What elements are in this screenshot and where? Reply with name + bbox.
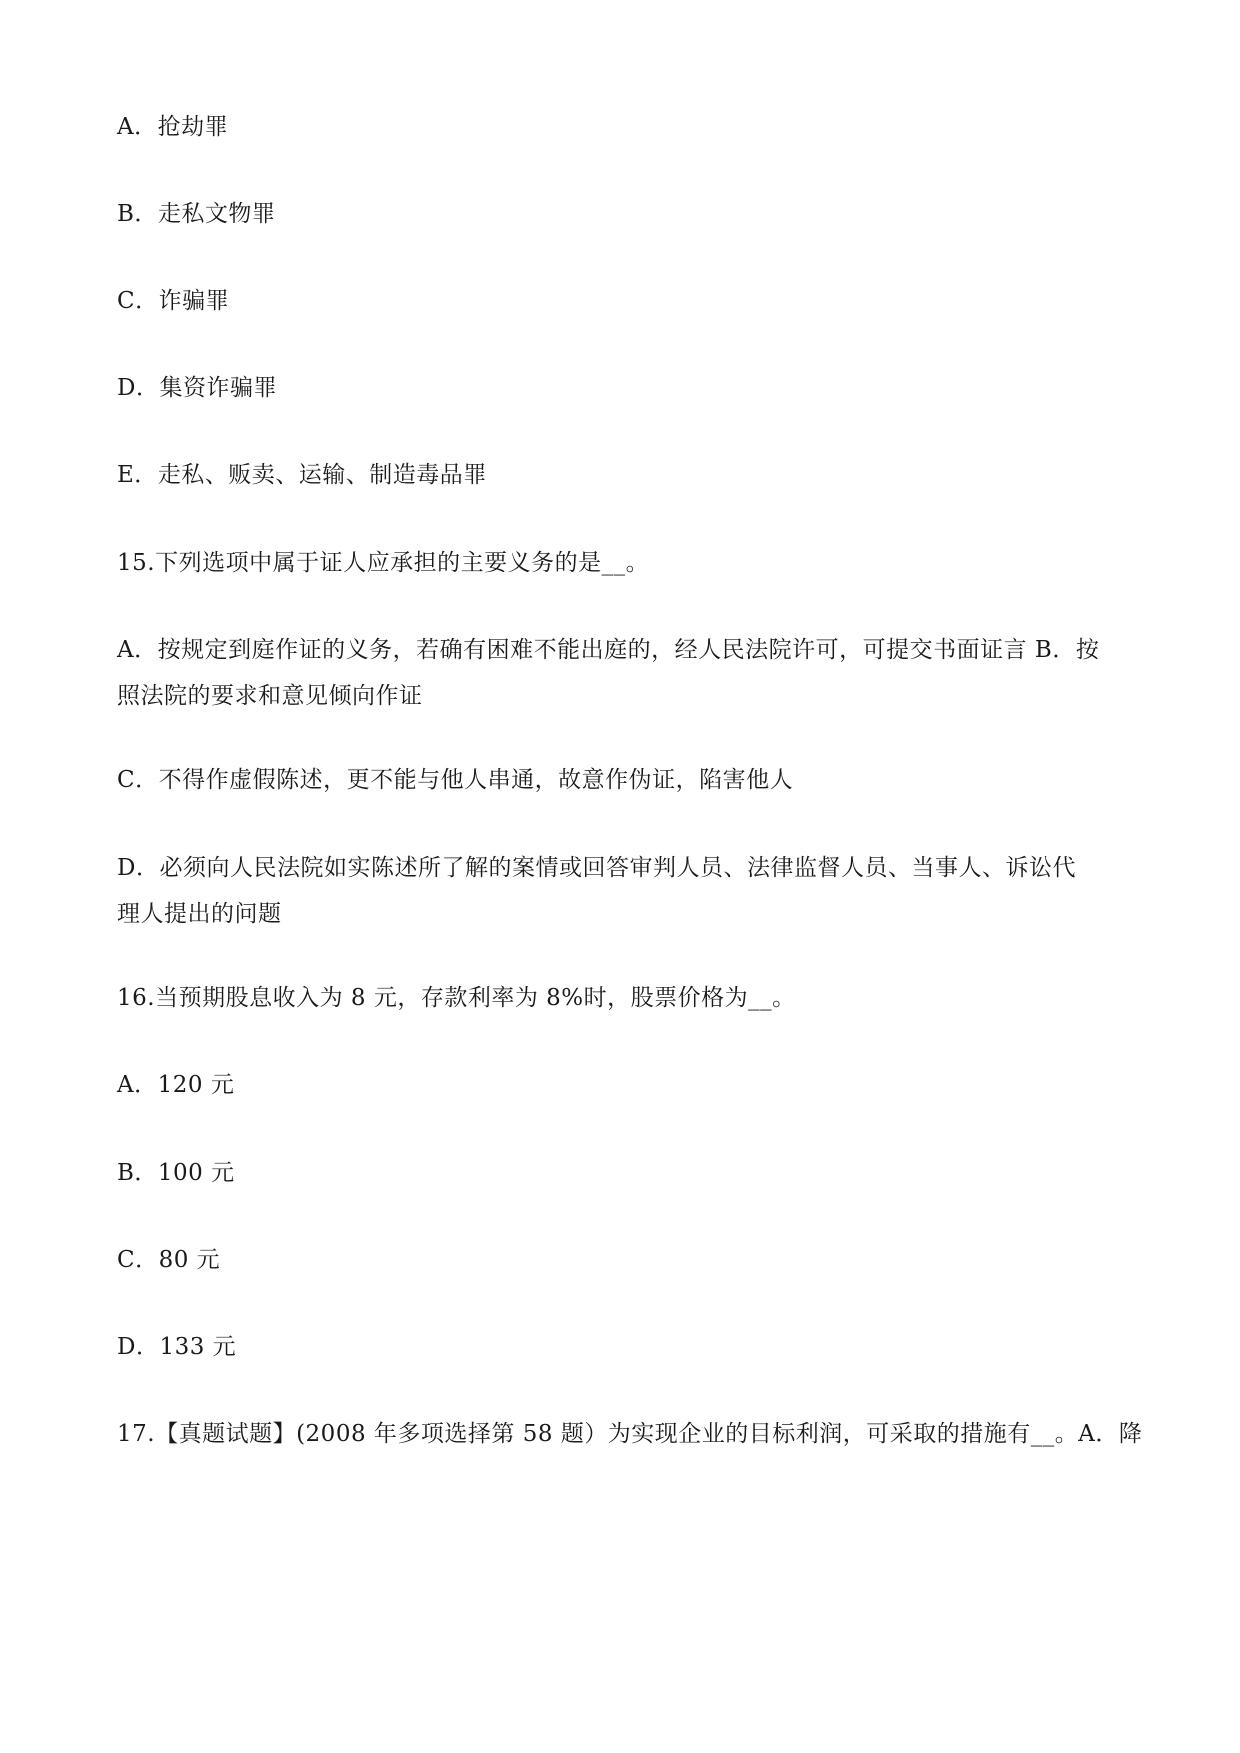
q15-option-a-line1: A．按规定到庭作证的义务，若确有困难不能出庭的，经人民法院许可，可提交书面证言 B．按: [117, 637, 1100, 663]
q14-option-d: D．集资诈骗罪: [117, 375, 277, 401]
q14-option-a: A．抢劫罪: [117, 114, 229, 140]
q15-option-d-line1: D．必须向人民法院如实陈述所了解的案情或回答审判人员、法律监督人员、当事人、诉讼代: [117, 855, 1076, 881]
q14-option-c: C．诈骗罪: [117, 288, 230, 314]
q15-option-a-line2: 照法院的要求和意见倾向作证: [117, 683, 423, 709]
q17-stem: 17.【真题试题】(2008 年多项选择第 58 题）为实现企业的目标利润，可采取的措施有__。A．降: [117, 1421, 1143, 1447]
q15-stem: 15.下列选项中属于证人应承担的主要义务的是__。: [117, 550, 650, 576]
q15-option-c: C．不得作虚假陈述，更不能与他人串通，故意作伪证，陷害他人: [117, 767, 794, 793]
q14-option-b: B．走私文物罪: [117, 201, 276, 227]
q16-option-a: A．120 元: [117, 1072, 235, 1098]
q16-option-d: D．133 元: [117, 1334, 237, 1360]
q14-option-e: E．走私、贩卖、运输、制造毒品罪: [117, 462, 487, 488]
q16-option-c: C．80 元: [117, 1247, 221, 1273]
q15-option-d-line2: 理人提出的问题: [117, 901, 282, 927]
q16-stem: 16.当预期股息收入为 8 元，存款利率为 8%时，股票价格为__。: [117, 985, 796, 1011]
q16-option-b: B．100 元: [117, 1160, 235, 1186]
q15-option-d: [117, 845, 1127, 937]
q15-option-a-b: [117, 627, 1127, 719]
